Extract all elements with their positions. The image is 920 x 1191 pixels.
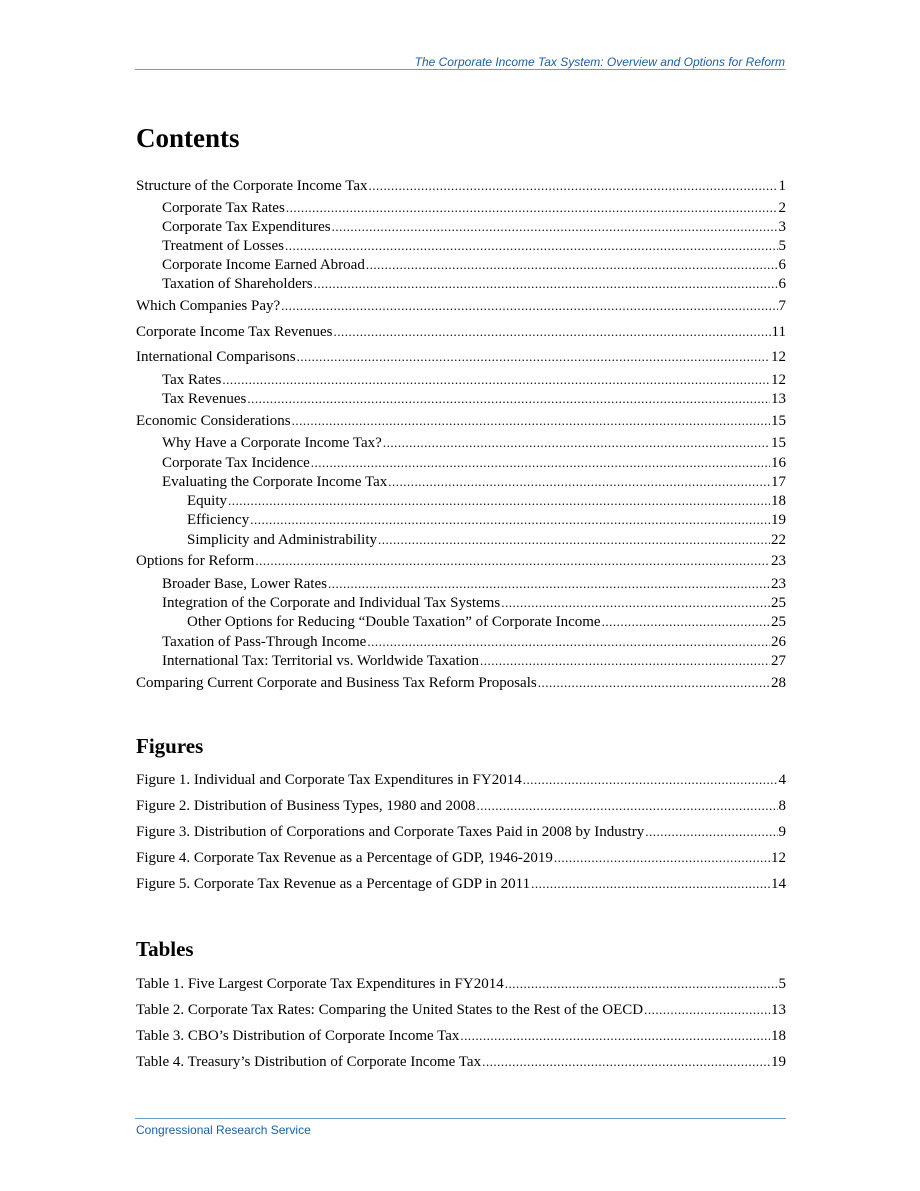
- entry-page-number: 4: [778, 772, 786, 788]
- header-rule: [135, 69, 786, 70]
- dot-leader: [388, 472, 770, 491]
- dot-leader: [505, 974, 778, 993]
- entry-page-number: 12: [771, 372, 786, 388]
- toc-entry[interactable]: [136, 322, 786, 341]
- entry-title: International Tax: Territorial vs. Worldwide Taxation: [162, 653, 479, 669]
- toc-entry[interactable]: [162, 433, 786, 452]
- toc-entry[interactable]: [187, 491, 786, 510]
- dot-leader: [460, 1026, 770, 1045]
- entry-title: International Comparisons: [136, 349, 296, 365]
- dot-leader: [314, 274, 778, 293]
- toc-entry[interactable]: [187, 612, 786, 631]
- toc-entry[interactable]: [162, 255, 786, 274]
- entry-title: Broader Base, Lower Rates: [162, 576, 327, 592]
- entry-title: Which Companies Pay?: [136, 298, 281, 314]
- table-entry[interactable]: [136, 1000, 786, 1019]
- entry-page-number: 9: [778, 824, 786, 840]
- toc-entry[interactable]: [162, 370, 786, 389]
- entry-page-number: 23: [771, 553, 786, 569]
- dot-leader: [523, 770, 778, 789]
- figure-entry[interactable]: [136, 796, 786, 815]
- entry-title: Comparing Current Corporate and Business Tax Reform Proposals: [136, 675, 537, 691]
- dot-leader: [501, 593, 770, 612]
- entry-page-number: 8: [778, 798, 786, 814]
- dot-leader: [247, 389, 770, 408]
- entry-page-number: 12: [771, 850, 786, 866]
- entry-title: Integration of the Corporate and Individual Tax Systems: [162, 595, 501, 611]
- entry-title: Corporate Income Tax Revenues: [136, 324, 333, 340]
- dot-leader: [366, 255, 778, 274]
- entry-title: Corporate Tax Incidence: [162, 455, 310, 471]
- dot-leader: [482, 1052, 770, 1071]
- entry-title: Tax Rates: [162, 372, 222, 388]
- dot-leader: [286, 198, 778, 217]
- entry-title: Figure 1. Individual and Corporate Tax Expenditures in FY2014: [136, 772, 522, 788]
- toc-entry[interactable]: [187, 530, 786, 549]
- entry-page-number: 26: [771, 634, 786, 650]
- dot-leader: [334, 322, 771, 341]
- entry-title: Efficiency: [187, 512, 250, 528]
- entry-title: Figure 5. Corporate Tax Revenue as a Percentage of GDP in 2011: [136, 876, 531, 892]
- dot-leader: [602, 612, 770, 631]
- entry-page-number: 12: [771, 349, 786, 365]
- entry-title: Table 1. Five Largest Corporate Tax Expenditures in FY2014: [136, 976, 504, 992]
- entry-page-number: 1: [778, 178, 786, 194]
- dot-leader: [292, 411, 770, 430]
- toc-entry[interactable]: [162, 389, 786, 408]
- dot-leader: [369, 176, 778, 195]
- entry-page-number: 15: [771, 435, 786, 451]
- figure-entry[interactable]: [136, 770, 786, 789]
- entry-page-number: 19: [771, 1054, 786, 1070]
- toc-entry[interactable]: [136, 551, 786, 570]
- entry-page-number: 13: [771, 391, 786, 407]
- entry-page-number: 13: [771, 1002, 786, 1018]
- entry-page-number: 18: [771, 1028, 786, 1044]
- entry-page-number: 25: [771, 614, 786, 630]
- dot-leader: [285, 236, 778, 255]
- toc-entry[interactable]: [136, 176, 786, 195]
- figure-entry[interactable]: [136, 848, 786, 867]
- table-entry[interactable]: [136, 1026, 786, 1045]
- dot-leader: [311, 453, 770, 472]
- toc-entry[interactable]: [162, 236, 786, 255]
- entry-page-number: 2: [778, 200, 786, 216]
- toc-entry[interactable]: [162, 198, 786, 217]
- entry-page-number: 25: [771, 595, 786, 611]
- entry-title: Taxation of Shareholders: [162, 276, 313, 292]
- contents-heading: Contents: [136, 123, 240, 153]
- entry-title: Table 2. Corporate Tax Rates: Comparing the United States to the Rest of the OECD: [136, 1002, 644, 1018]
- dot-leader: [645, 822, 777, 841]
- table-entry[interactable]: [136, 1052, 786, 1071]
- entry-title: Corporate Income Earned Abroad: [162, 257, 365, 273]
- tables-heading: Tables: [136, 937, 194, 961]
- footer-organization: Congressional Research Service: [136, 1123, 311, 1137]
- entry-page-number: 5: [778, 238, 786, 254]
- dot-leader: [477, 796, 778, 815]
- entry-title: Structure of the Corporate Income Tax: [136, 178, 368, 194]
- entry-title: Corporate Tax Rates: [162, 200, 285, 216]
- entry-title: Table 3. CBO’s Distribution of Corporate Income Tax: [136, 1028, 460, 1044]
- entry-page-number: 6: [778, 276, 786, 292]
- dot-leader: [250, 510, 770, 529]
- toc-entry[interactable]: [187, 510, 786, 529]
- entry-page-number: 14: [771, 876, 786, 892]
- figure-entry[interactable]: [136, 874, 786, 893]
- dot-leader: [228, 491, 770, 510]
- entry-page-number: 5: [778, 976, 786, 992]
- toc-entry[interactable]: [162, 472, 786, 491]
- entry-title: Corporate Tax Expenditures: [162, 219, 331, 235]
- toc-entry[interactable]: [162, 453, 786, 472]
- figures-heading: Figures: [136, 734, 204, 758]
- dot-leader: [538, 673, 770, 692]
- entry-title: Treatment of Losses: [162, 238, 284, 254]
- figure-entry[interactable]: [136, 822, 786, 841]
- dot-leader: [480, 651, 770, 670]
- dot-leader: [383, 433, 770, 452]
- footer-rule: [135, 1118, 786, 1119]
- entry-page-number: 16: [771, 455, 786, 471]
- toc-entry[interactable]: [162, 574, 786, 593]
- dot-leader: [297, 347, 770, 366]
- entry-title: Simplicity and Administrability: [187, 532, 377, 548]
- entry-page-number: 23: [771, 576, 786, 592]
- entry-title: Figure 4. Corporate Tax Revenue as a Percentage of GDP, 1946-2019: [136, 850, 553, 866]
- entry-page-number: 17: [771, 474, 786, 490]
- entry-page-number: 7: [778, 298, 786, 314]
- entry-title: Equity: [187, 493, 227, 509]
- dot-leader: [378, 530, 770, 549]
- running-header: The Corporate Income Tax System: Overview and Options for Reform: [414, 55, 785, 69]
- toc-entry[interactable]: [136, 673, 786, 692]
- dot-leader: [554, 848, 770, 867]
- entry-title: Why Have a Corporate Income Tax?: [162, 435, 382, 451]
- entry-page-number: 19: [771, 512, 786, 528]
- entry-title: Table 4. Treasury’s Distribution of Corporate Income Tax: [136, 1054, 482, 1070]
- toc-entry[interactable]: [136, 347, 786, 366]
- dot-leader: [255, 551, 770, 570]
- dot-leader: [222, 370, 770, 389]
- entry-title: Evaluating the Corporate Income Tax: [162, 474, 388, 490]
- entry-title: Taxation of Pass-Through Income: [162, 634, 367, 650]
- dot-leader: [531, 874, 770, 893]
- toc-entry[interactable]: [162, 651, 786, 670]
- entry-title: Figure 2. Distribution of Business Types, 1980 and 2008: [136, 798, 476, 814]
- entry-title: Other Options for Reducing “Double Taxation” of Corporate Income: [187, 614, 601, 630]
- toc-entry[interactable]: [162, 274, 786, 293]
- dot-leader: [281, 296, 777, 315]
- toc-entry[interactable]: [162, 593, 786, 612]
- entry-page-number: 3: [778, 219, 786, 235]
- dot-leader: [644, 1000, 770, 1019]
- entry-title: Tax Revenues: [162, 391, 247, 407]
- entry-page-number: 27: [771, 653, 786, 669]
- entry-page-number: 22: [771, 532, 786, 548]
- toc-entry[interactable]: [162, 217, 786, 236]
- entry-page-number: 15: [771, 413, 786, 429]
- entry-page-number: 6: [778, 257, 786, 273]
- entry-page-number: 18: [771, 493, 786, 509]
- table-entry[interactable]: [136, 974, 786, 993]
- entry-title: Economic Considerations: [136, 413, 291, 429]
- entry-title: Figure 3. Distribution of Corporations and Corporate Taxes Paid in 2008 by Industry: [136, 824, 645, 840]
- entry-title: Options for Reform: [136, 553, 255, 569]
- toc-entry[interactable]: [136, 296, 786, 315]
- dot-leader: [328, 574, 770, 593]
- entry-page-number: 28: [771, 675, 786, 691]
- toc-entry[interactable]: [162, 632, 786, 651]
- dot-leader: [332, 217, 778, 236]
- dot-leader: [367, 632, 770, 651]
- toc-entry[interactable]: [136, 411, 786, 430]
- entry-page-number: 11: [771, 324, 786, 340]
